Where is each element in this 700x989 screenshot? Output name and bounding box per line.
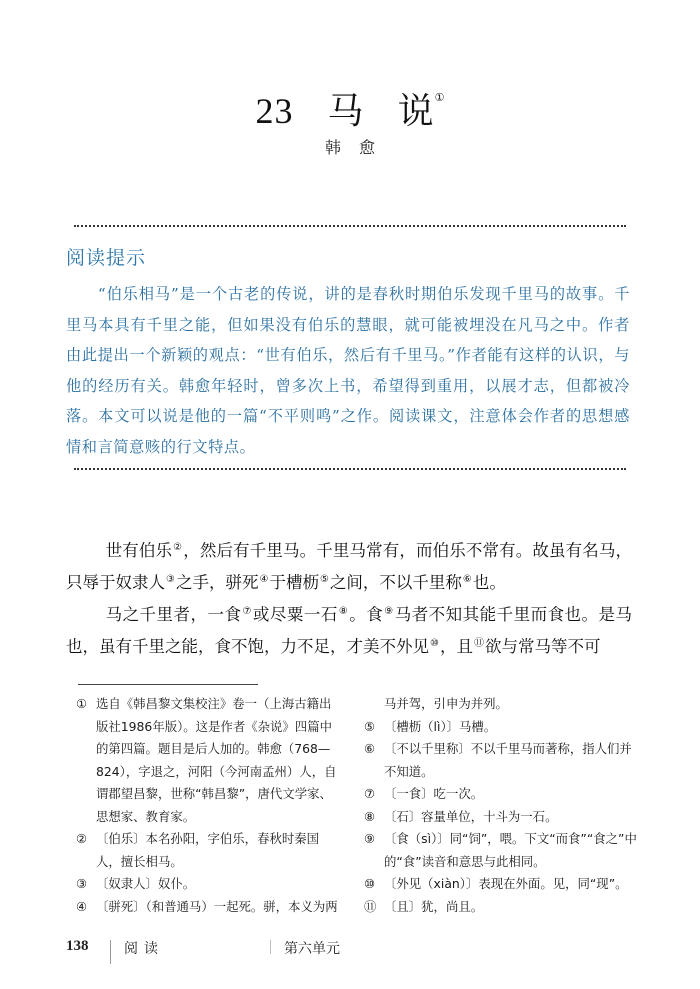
footnote-item	[76, 828, 342, 873]
lesson-title	[0, 78, 700, 131]
footnote-marker: ⑦	[364, 786, 376, 801]
dotted-divider-top	[74, 225, 626, 227]
footnote-ref[interactable]: ⑥	[462, 574, 472, 585]
text-span: 欲与常马等不可	[484, 637, 601, 656]
page-number: 138	[66, 938, 89, 954]
footnote-ref[interactable]: ②	[173, 542, 183, 553]
footnote-marker: ③	[76, 876, 88, 891]
text-span: 马者不知其能千里而食也。是马也，虽有千里之能，食不饱，力不足，才美不外见	[66, 605, 633, 656]
footnote-marker: ⑪	[364, 898, 377, 914]
footnote-item	[364, 716, 640, 739]
footnote-ref[interactable]: ⑧	[338, 606, 349, 617]
title-footnote-marker[interactable]: ①	[434, 92, 445, 104]
footnote-marker: ⑤	[364, 718, 376, 734]
footnote-text: 〔骈死〕（和普通马）一起死。骈，本义为两	[96, 898, 338, 914]
text-span: 之手，骈死	[175, 573, 259, 592]
footnote-item	[364, 828, 640, 873]
footnote-text: 〔外见（xiàn）〕表现在外面。见，同“现”。	[384, 876, 628, 891]
footnote-item	[76, 873, 342, 896]
text-span: 之间，不以千里称	[329, 573, 462, 592]
footer-separator	[270, 940, 271, 954]
footnote-item	[364, 873, 640, 896]
footnotes-left-column	[76, 693, 342, 918]
footnote-text: 〔槽枥（lì）〕马槽。	[384, 718, 497, 734]
footer-unit-label: 第六单元	[284, 941, 340, 957]
footnote-ref[interactable]: ⑤	[319, 574, 329, 585]
footnote-item	[364, 806, 640, 829]
reading-tip-heading: 阅读提示	[66, 247, 147, 269]
author-name	[0, 135, 700, 158]
text-span: 或尽粟一石	[252, 605, 338, 624]
footnote-continuation	[364, 693, 640, 716]
reading-tip-body	[66, 279, 630, 462]
footnote-ref[interactable]: ③	[166, 574, 175, 585]
text-span: 也。	[472, 573, 506, 592]
footer-separator	[110, 940, 111, 964]
footnote-text: 〔奴隶人〕奴仆。	[96, 876, 196, 891]
dotted-divider-bottom	[74, 468, 626, 470]
footnotes-right-column	[364, 693, 640, 918]
main-paragraph-2	[66, 597, 632, 661]
footnote-text: 〔不以千里称〕不以千里马而著称，指人们并不知道。	[384, 741, 632, 779]
footnote-marker: ⑨	[364, 831, 376, 846]
author-char: 愈	[359, 138, 376, 157]
footnote-ref[interactable]: ④	[259, 574, 269, 585]
footnote-item	[364, 783, 640, 806]
lesson-number: 23	[255, 91, 294, 131]
footnote-item	[76, 896, 342, 919]
footnote-marker: ②	[76, 831, 88, 846]
footnote-item	[364, 896, 640, 919]
footnote-text: 〔一食〕吃一次。	[384, 786, 484, 801]
text-span: 。食	[349, 605, 384, 624]
footnote-marker: ⑧	[364, 808, 376, 824]
footnote-text: 马并驾，引申为并列。	[384, 696, 508, 711]
text-span: 于槽枥	[269, 573, 319, 592]
footnote-text: 〔石〕容量单位，十斗为一石。	[384, 808, 558, 824]
text-span: 马之千里者，一食	[105, 605, 242, 624]
main-paragraph-1	[66, 533, 632, 597]
footnote-text: 〔伯乐〕本名孙阳，字伯乐，春秋时秦国人，擅长相马。	[96, 831, 320, 869]
footnote-ref[interactable]: ⑦	[242, 606, 252, 617]
footnote-text: 〔且〕犹，尚且。	[384, 898, 484, 914]
footnote-marker: ①	[76, 696, 88, 711]
footnote-item	[76, 693, 342, 828]
footnote-marker: ⑩	[364, 876, 376, 891]
footnote-ref[interactable]: ⑩	[430, 638, 439, 649]
author-char: 韩	[324, 138, 341, 157]
text-span: ，然后有千里马。千里马常有，而伯乐不常有。故虽有名马，只辱于奴隶人	[66, 541, 633, 592]
reading-tip-paragraph: “伯乐相马”是一个古老的传说，讲的是春秋时期伯乐发现千里马的故事。千里马本具有千里之能，但如果没有伯乐的慧眼，就可能被埋没在凡马之中。作者由此提出一个新颖的观点：“世有伯乐，然后有千里马。”作者能有这样的认识，与他的经历有关。韩愈年轻时，曾多次上书，希望得到重用，以展才志，但都被冷落。本文可以说是他的一篇“不平则鸣”之作。阅读课文，注意体会作者的思想感情和言简意赅的行文特点。	[66, 285, 630, 456]
text-span: 世有伯乐	[105, 541, 173, 560]
footnote-rule	[78, 684, 258, 685]
footnote-marker: ⑥	[364, 741, 376, 756]
main-text	[66, 533, 632, 661]
title-char: 说	[397, 91, 434, 131]
footnote-marker: ④	[76, 898, 88, 914]
footnote-ref[interactable]: ⑨	[384, 606, 394, 617]
footnote-ref[interactable]: ⑪	[473, 638, 484, 649]
footer-section-label: 阅读	[124, 941, 164, 957]
text-span: ，且	[439, 637, 473, 656]
footnote-text: 选自《韩昌黎文集校注》卷一（上海古籍出版社1986年版）。这是作者《杂说》四篇中的第四篇。题目是后人加的。韩愈（768—824），字退之，河阳（今河南孟州）人，自谓郡望昌黎，世称“韩昌黎”，唐代文学家、思想家、教育家。	[96, 696, 337, 824]
footnote-item	[364, 738, 640, 783]
title-char: 马	[327, 91, 364, 131]
footnote-text: 〔食（sì）〕同“饲”，喂。下文“而食”“食之”中的“食”读音和意思与此相同。	[384, 831, 637, 869]
